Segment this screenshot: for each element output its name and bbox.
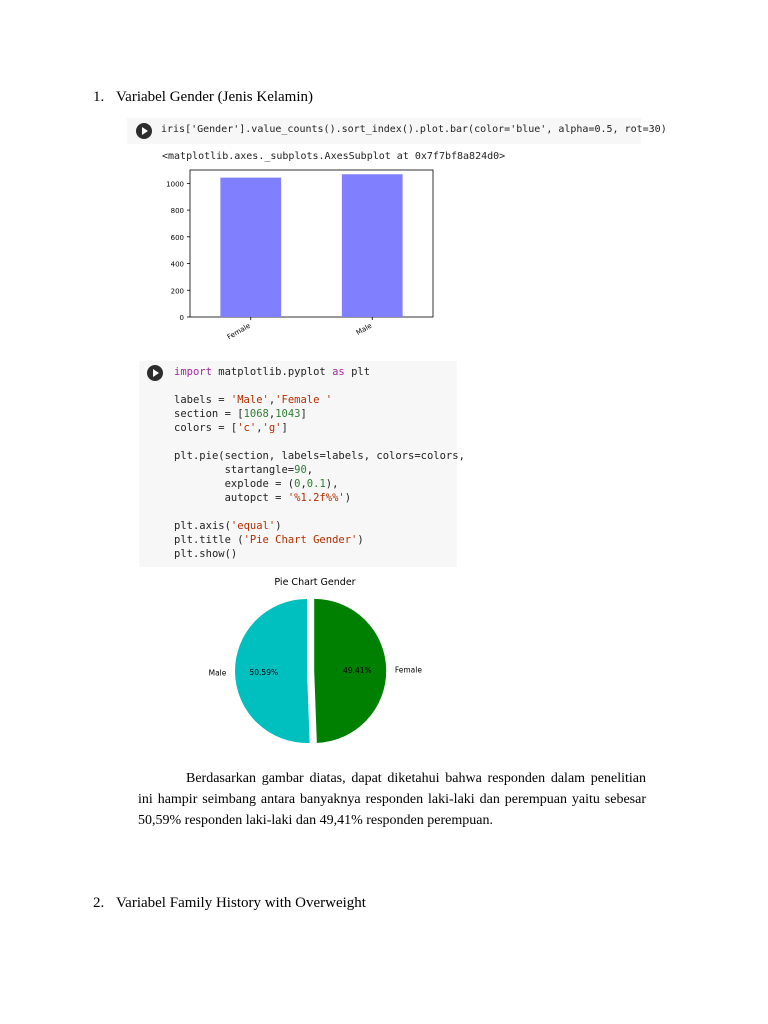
code-cell-1[interactable] [127,118,667,144]
section-heading-1 [93,89,313,106]
pie-title: Pie Chart Gender [274,577,356,588]
code-line: plt.title ('Pie Chart Gender') [174,534,364,546]
code-cell-2[interactable] [139,361,465,567]
y-tick-label: 1000 [166,180,184,189]
section-number: 2. [93,895,105,911]
pie-chart [190,572,440,752]
y-tick-label: 400 [170,260,184,269]
section-heading-2 [93,895,366,912]
code-line: plt.axis('equal') [174,520,282,532]
section-title: Variabel Gender (Jenis Kelamin) [116,89,314,105]
code-line: explode = (0,0.1), [224,478,339,490]
pie-label: Male [208,668,227,678]
run-cell-icon[interactable] [136,123,152,139]
y-tick-label: 600 [170,233,184,242]
code-line: section = [1068,1043] [174,408,307,420]
pie-pct-label: 50.59% [249,667,279,677]
paragraph-text: Berdasarkan gambar diatas, dapat diketahui bahwa responden dalam penelitian ini hampir seimbang antara banyaknya responden laki-laki dan perempuan yaitu sebesar 50,59% responden laki-laki dan 49,41% responden perempuan. [138,771,646,828]
code-line: import matplotlib.pyplot as plt [174,366,371,378]
pie-pct-label: 49.41% [343,666,372,676]
code-line: autopct = '%1.2f%%') [224,492,352,504]
bar-male [342,174,403,317]
description-paragraph [138,768,646,831]
pie-label: Female [394,665,422,675]
code-line: plt.pie(section, labels=labels, colors=colors, [174,450,465,462]
code-line: labels = 'Male','Female ' [174,394,333,406]
section-number: 1. [93,89,105,105]
y-tick-label: 0 [179,314,184,322]
code-line: iris['Gender'].value_counts().sort_index().plot.bar(color='blue', alpha=0.5, rot=30) [161,124,667,135]
code-line: startangle=90, [224,464,314,476]
bar-chart [150,165,450,347]
x-tick-label: Male [354,321,374,338]
y-tick-label: 200 [170,287,184,296]
y-tick-label: 800 [170,207,184,216]
x-tick-label: Female [225,321,252,342]
section-title: Variabel Family History with Overweight [116,895,366,911]
code-line: plt.show() [174,548,238,560]
run-cell-icon[interactable] [147,365,163,381]
bar-female [220,178,281,317]
cell-output-text: <matplotlib.axes._subplots.AxesSubplot at 0x7f7bf8a824d0> [162,151,506,162]
code-line: colors = ['c','g'] [174,422,288,434]
